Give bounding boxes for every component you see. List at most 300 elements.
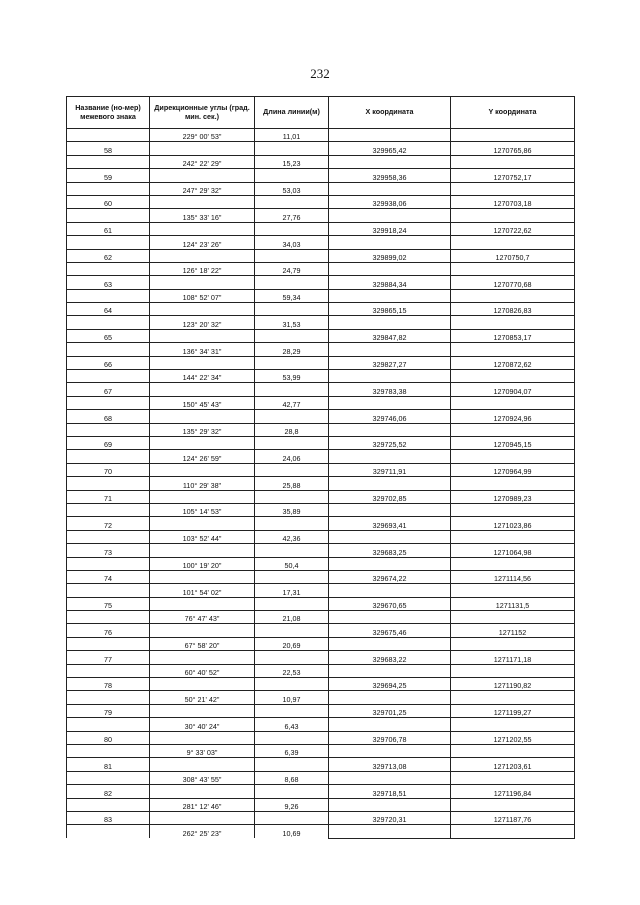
table-row-point: [67, 329, 575, 342]
cell-x: 329683,22: [329, 651, 451, 664]
table-row-point: [67, 651, 575, 664]
table-row-point: [67, 142, 575, 155]
cell-name: [67, 744, 150, 757]
cell-length: 59,34: [255, 289, 329, 302]
cell-y: 1270722,62: [451, 222, 575, 235]
cell-y: [451, 664, 575, 677]
table-row-point: [67, 517, 575, 530]
cell-x: 329899,02: [329, 249, 451, 262]
cell-length: [255, 570, 329, 583]
cell-x: 329713,08: [329, 758, 451, 771]
cell-length: 35,89: [255, 503, 329, 516]
cell-angle: [150, 249, 255, 262]
cell-name: [67, 155, 150, 168]
cell-angle: [150, 463, 255, 476]
cell-x: 329865,15: [329, 303, 451, 316]
cell-name: 75: [67, 597, 150, 610]
cell-x: 329938,06: [329, 195, 451, 208]
table-row-point: [67, 383, 575, 396]
cell-x: [329, 155, 451, 168]
cell-y: [451, 129, 575, 142]
cell-angle: [150, 597, 255, 610]
cell-name: 65: [67, 329, 150, 342]
cell-name: [67, 262, 150, 275]
cell-length: 27,76: [255, 209, 329, 222]
cell-length: 9,26: [255, 798, 329, 811]
cell-y: [451, 316, 575, 329]
cell-angle: 308° 43' 55": [150, 771, 255, 784]
cell-y: [451, 825, 575, 838]
boundary-coordinates-table: [66, 96, 575, 839]
cell-x: [329, 611, 451, 624]
cell-name: 74: [67, 570, 150, 583]
cell-x: 329674,22: [329, 570, 451, 583]
cell-angle: 135° 29' 32": [150, 423, 255, 436]
header-length: Длина линии(м): [255, 97, 329, 129]
table-row-line: [67, 262, 575, 275]
cell-y: [451, 530, 575, 543]
table-row-point: [67, 490, 575, 503]
cell-x: 329746,06: [329, 410, 451, 423]
cell-name: 64: [67, 303, 150, 316]
cell-name: 63: [67, 276, 150, 289]
cell-length: 10,97: [255, 691, 329, 704]
cell-y: 1270765,86: [451, 142, 575, 155]
cell-angle: 135° 33' 16": [150, 209, 255, 222]
table-row-line: [67, 289, 575, 302]
cell-y: 1270770,68: [451, 276, 575, 289]
cell-name: 78: [67, 678, 150, 691]
cell-name: 79: [67, 704, 150, 717]
cell-y: [451, 503, 575, 516]
cell-y: 1270945,15: [451, 436, 575, 449]
cell-x: [329, 396, 451, 409]
table-row-point: [67, 678, 575, 691]
cell-name: 71: [67, 490, 150, 503]
table-row-line: [67, 744, 575, 757]
cell-angle: 242° 22' 29": [150, 155, 255, 168]
cell-x: [329, 637, 451, 650]
cell-name: [67, 691, 150, 704]
cell-angle: [150, 731, 255, 744]
cell-length: 11,01: [255, 129, 329, 142]
table-row-point: [67, 303, 575, 316]
cell-x: 329675,46: [329, 624, 451, 637]
cell-x: [329, 129, 451, 142]
table-row-line: [67, 182, 575, 195]
cell-x: 329694,25: [329, 678, 451, 691]
cell-length: 42,77: [255, 396, 329, 409]
table-row-line: [67, 611, 575, 624]
cell-y: [451, 370, 575, 383]
cell-y: 1271064,98: [451, 544, 575, 557]
cell-y: [451, 236, 575, 249]
table-row-point: [67, 410, 575, 423]
cell-x: [329, 450, 451, 463]
cell-length: [255, 142, 329, 155]
cell-length: 20,69: [255, 637, 329, 650]
cell-name: 72: [67, 517, 150, 530]
cell-y: [451, 182, 575, 195]
cell-x: [329, 691, 451, 704]
table-row-line: [67, 530, 575, 543]
cell-length: 28,8: [255, 423, 329, 436]
cell-name: 76: [67, 624, 150, 637]
table-row-line: [67, 396, 575, 409]
cell-angle: 100° 19' 20": [150, 557, 255, 570]
cell-name: [67, 798, 150, 811]
cell-x: 329701,25: [329, 704, 451, 717]
cell-angle: 108° 52' 07": [150, 289, 255, 302]
cell-name: 61: [67, 222, 150, 235]
table-row-point: [67, 544, 575, 557]
cell-length: [255, 811, 329, 824]
cell-y: 1271196,84: [451, 785, 575, 798]
cell-angle: 76° 47' 43": [150, 611, 255, 624]
cell-angle: [150, 436, 255, 449]
table-body: [67, 129, 575, 839]
cell-name: [67, 423, 150, 436]
cell-name: 62: [67, 249, 150, 262]
table-row-line: [67, 477, 575, 490]
cell-length: [255, 651, 329, 664]
cell-y: [451, 584, 575, 597]
cell-name: [67, 289, 150, 302]
cell-name: [67, 129, 150, 142]
cell-length: [255, 222, 329, 235]
cell-angle: [150, 651, 255, 664]
cell-length: [255, 410, 329, 423]
cell-length: [255, 303, 329, 316]
cell-y: 1271187,76: [451, 811, 575, 824]
cell-length: 6,43: [255, 718, 329, 731]
header-angle: Дирекционные углы (град. мин. сек.): [150, 97, 255, 129]
table-row-line: [67, 370, 575, 383]
table-row-line: [67, 236, 575, 249]
table-row-point: [67, 463, 575, 476]
cell-angle: [150, 169, 255, 182]
cell-angle: 126° 18' 22": [150, 262, 255, 275]
cell-length: [255, 249, 329, 262]
cell-y: [451, 771, 575, 784]
table-row-line: [67, 155, 575, 168]
cell-length: 31,53: [255, 316, 329, 329]
cell-x: [329, 370, 451, 383]
cell-angle: 105° 14' 53": [150, 503, 255, 516]
cell-y: 1270853,17: [451, 329, 575, 342]
cell-y: 1270703,18: [451, 195, 575, 208]
cell-y: [451, 557, 575, 570]
cell-x: 329958,36: [329, 169, 451, 182]
cell-y: 1271202,55: [451, 731, 575, 744]
cell-y: [451, 262, 575, 275]
cell-length: 15,23: [255, 155, 329, 168]
cell-name: [67, 584, 150, 597]
cell-length: [255, 329, 329, 342]
cell-y: [451, 209, 575, 222]
cell-y: 1270872,62: [451, 356, 575, 369]
cell-name: [67, 825, 150, 838]
cell-length: [255, 731, 329, 744]
cell-y: 1270924,96: [451, 410, 575, 423]
cell-y: 1271114,56: [451, 570, 575, 583]
cell-x: [329, 423, 451, 436]
cell-y: 1271190,82: [451, 678, 575, 691]
cell-length: [255, 169, 329, 182]
cell-y: [451, 450, 575, 463]
cell-angle: 60° 40' 52": [150, 664, 255, 677]
cell-angle: 281° 12' 46": [150, 798, 255, 811]
table-row-line: [67, 664, 575, 677]
cell-length: 24,79: [255, 262, 329, 275]
cell-y: [451, 637, 575, 650]
cell-angle: [150, 785, 255, 798]
cell-length: [255, 704, 329, 717]
cell-angle: 124° 26' 59": [150, 450, 255, 463]
cell-name: 60: [67, 195, 150, 208]
cell-x: [329, 289, 451, 302]
cell-x: [329, 664, 451, 677]
cell-x: 329827,27: [329, 356, 451, 369]
cell-name: [67, 370, 150, 383]
table-row-point: [67, 624, 575, 637]
cell-angle: 247° 29' 32": [150, 182, 255, 195]
cell-x: 329683,25: [329, 544, 451, 557]
cell-y: 1271171,18: [451, 651, 575, 664]
cell-name: [67, 477, 150, 490]
cell-angle: [150, 758, 255, 771]
table-row-point: [67, 785, 575, 798]
table-row-point: [67, 570, 575, 583]
cell-name: 83: [67, 811, 150, 824]
cell-y: 1270904,07: [451, 383, 575, 396]
cell-y: [451, 691, 575, 704]
cell-angle: 67° 58' 20": [150, 637, 255, 650]
cell-name: [67, 664, 150, 677]
cell-angle: [150, 142, 255, 155]
table-row-line: [67, 423, 575, 436]
header-x: X координата: [329, 97, 451, 129]
cell-name: 81: [67, 758, 150, 771]
table-row-point: [67, 222, 575, 235]
cell-length: 17,31: [255, 584, 329, 597]
cell-length: [255, 490, 329, 503]
cell-length: [255, 678, 329, 691]
cell-y: 1271152: [451, 624, 575, 637]
cell-angle: [150, 276, 255, 289]
cell-x: [329, 744, 451, 757]
table-row-line: [67, 584, 575, 597]
cell-angle: 262° 25' 23": [150, 825, 255, 838]
cell-angle: [150, 195, 255, 208]
header-y: Y координата: [451, 97, 575, 129]
cell-x: 329711,91: [329, 463, 451, 476]
table-row-line: [67, 718, 575, 731]
cell-x: [329, 503, 451, 516]
cell-angle: 110° 29' 38": [150, 477, 255, 490]
cell-angle: [150, 356, 255, 369]
table-header: [67, 97, 575, 129]
table-row-line: [67, 343, 575, 356]
cell-angle: 50° 21' 42": [150, 691, 255, 704]
cell-y: 1270826,83: [451, 303, 575, 316]
cell-y: [451, 423, 575, 436]
cell-x: [329, 771, 451, 784]
cell-x: [329, 477, 451, 490]
cell-y: [451, 611, 575, 624]
cell-name: 73: [67, 544, 150, 557]
table-row-point: [67, 436, 575, 449]
page-number: 232: [310, 66, 330, 81]
cell-length: 24,06: [255, 450, 329, 463]
cell-y: 1270964,99: [451, 463, 575, 476]
cell-angle: [150, 678, 255, 691]
table-row-line: [67, 450, 575, 463]
table-row-point: [67, 276, 575, 289]
cell-name: 67: [67, 383, 150, 396]
table-row-line: [67, 316, 575, 329]
cell-length: [255, 624, 329, 637]
cell-angle: [150, 383, 255, 396]
cell-name: [67, 236, 150, 249]
cell-y: 1270750,7: [451, 249, 575, 262]
table-row-point: [67, 597, 575, 610]
cell-name: 77: [67, 651, 150, 664]
cell-angle: [150, 704, 255, 717]
table-row-line: [67, 129, 575, 142]
cell-x: [329, 584, 451, 597]
cell-angle: [150, 303, 255, 316]
cell-name: [67, 503, 150, 516]
cell-y: [451, 343, 575, 356]
cell-y: [451, 396, 575, 409]
cell-name: 68: [67, 410, 150, 423]
cell-angle: 103° 52' 44": [150, 530, 255, 543]
cell-angle: 9° 33' 03": [150, 744, 255, 757]
cell-angle: 144° 22' 34": [150, 370, 255, 383]
cell-length: [255, 356, 329, 369]
cell-length: 42,36: [255, 530, 329, 543]
cell-x: 329884,34: [329, 276, 451, 289]
cell-y: [451, 477, 575, 490]
table-row-line: [67, 825, 575, 838]
cell-angle: [150, 329, 255, 342]
table-row-point: [67, 758, 575, 771]
table-row-line: [67, 503, 575, 516]
table-row-point: [67, 704, 575, 717]
cell-x: 329693,41: [329, 517, 451, 530]
cell-length: [255, 463, 329, 476]
cell-x: [329, 236, 451, 249]
table-row-point: [67, 356, 575, 369]
cell-angle: 123° 20' 32": [150, 316, 255, 329]
cell-name: 58: [67, 142, 150, 155]
table-row-line: [67, 557, 575, 570]
cell-length: 25,88: [255, 477, 329, 490]
cell-angle: 229° 00' 53": [150, 129, 255, 142]
cell-name: 80: [67, 731, 150, 744]
cell-name: [67, 209, 150, 222]
cell-y: 1271131,5: [451, 597, 575, 610]
cell-length: 53,99: [255, 370, 329, 383]
cell-name: 82: [67, 785, 150, 798]
cell-angle: [150, 624, 255, 637]
cell-y: 1271199,27: [451, 704, 575, 717]
cell-name: [67, 182, 150, 195]
cell-x: [329, 798, 451, 811]
table-row-line: [67, 798, 575, 811]
table-row-point: [67, 249, 575, 262]
table-row-point: [67, 731, 575, 744]
cell-name: [67, 557, 150, 570]
cell-length: 28,29: [255, 343, 329, 356]
cell-length: [255, 517, 329, 530]
cell-x: 329918,24: [329, 222, 451, 235]
cell-y: [451, 289, 575, 302]
cell-x: [329, 209, 451, 222]
cell-y: [451, 155, 575, 168]
cell-length: 10,69: [255, 825, 329, 838]
cell-x: 329783,38: [329, 383, 451, 396]
cell-length: 8,68: [255, 771, 329, 784]
cell-x: 329718,51: [329, 785, 451, 798]
cell-name: [67, 637, 150, 650]
cell-angle: [150, 410, 255, 423]
cell-length: [255, 276, 329, 289]
cell-length: [255, 383, 329, 396]
cell-angle: 30° 40' 24": [150, 718, 255, 731]
cell-length: 6,39: [255, 744, 329, 757]
cell-length: 21,08: [255, 611, 329, 624]
cell-angle: [150, 544, 255, 557]
cell-y: [451, 798, 575, 811]
cell-y: 1271203,61: [451, 758, 575, 771]
cell-name: 70: [67, 463, 150, 476]
cell-x: [329, 530, 451, 543]
cell-x: 329725,52: [329, 436, 451, 449]
cell-name: [67, 316, 150, 329]
cell-name: 69: [67, 436, 150, 449]
cell-x: [329, 343, 451, 356]
cell-angle: [150, 811, 255, 824]
cell-x: [329, 182, 451, 195]
cell-y: [451, 718, 575, 731]
table-row-line: [67, 209, 575, 222]
cell-angle: 150° 45' 43": [150, 396, 255, 409]
cell-x: 329702,85: [329, 490, 451, 503]
cell-length: 22,53: [255, 664, 329, 677]
table-row-line: [67, 691, 575, 704]
cell-x: [329, 316, 451, 329]
cell-angle: 136° 34' 31": [150, 343, 255, 356]
cell-length: 50,4: [255, 557, 329, 570]
cell-name: 59: [67, 169, 150, 182]
cell-length: [255, 785, 329, 798]
table-row-point: [67, 169, 575, 182]
cell-x: 329670,65: [329, 597, 451, 610]
cell-x: [329, 557, 451, 570]
header-name: Название (но-мер) межевого знака: [67, 97, 150, 129]
cell-name: [67, 343, 150, 356]
cell-x: 329847,82: [329, 329, 451, 342]
cell-length: [255, 195, 329, 208]
cell-angle: [150, 222, 255, 235]
table-row-point: [67, 195, 575, 208]
table-row-point: [67, 811, 575, 824]
cell-y: [451, 744, 575, 757]
cell-y: 1270989,23: [451, 490, 575, 503]
cell-x: 329706,78: [329, 731, 451, 744]
